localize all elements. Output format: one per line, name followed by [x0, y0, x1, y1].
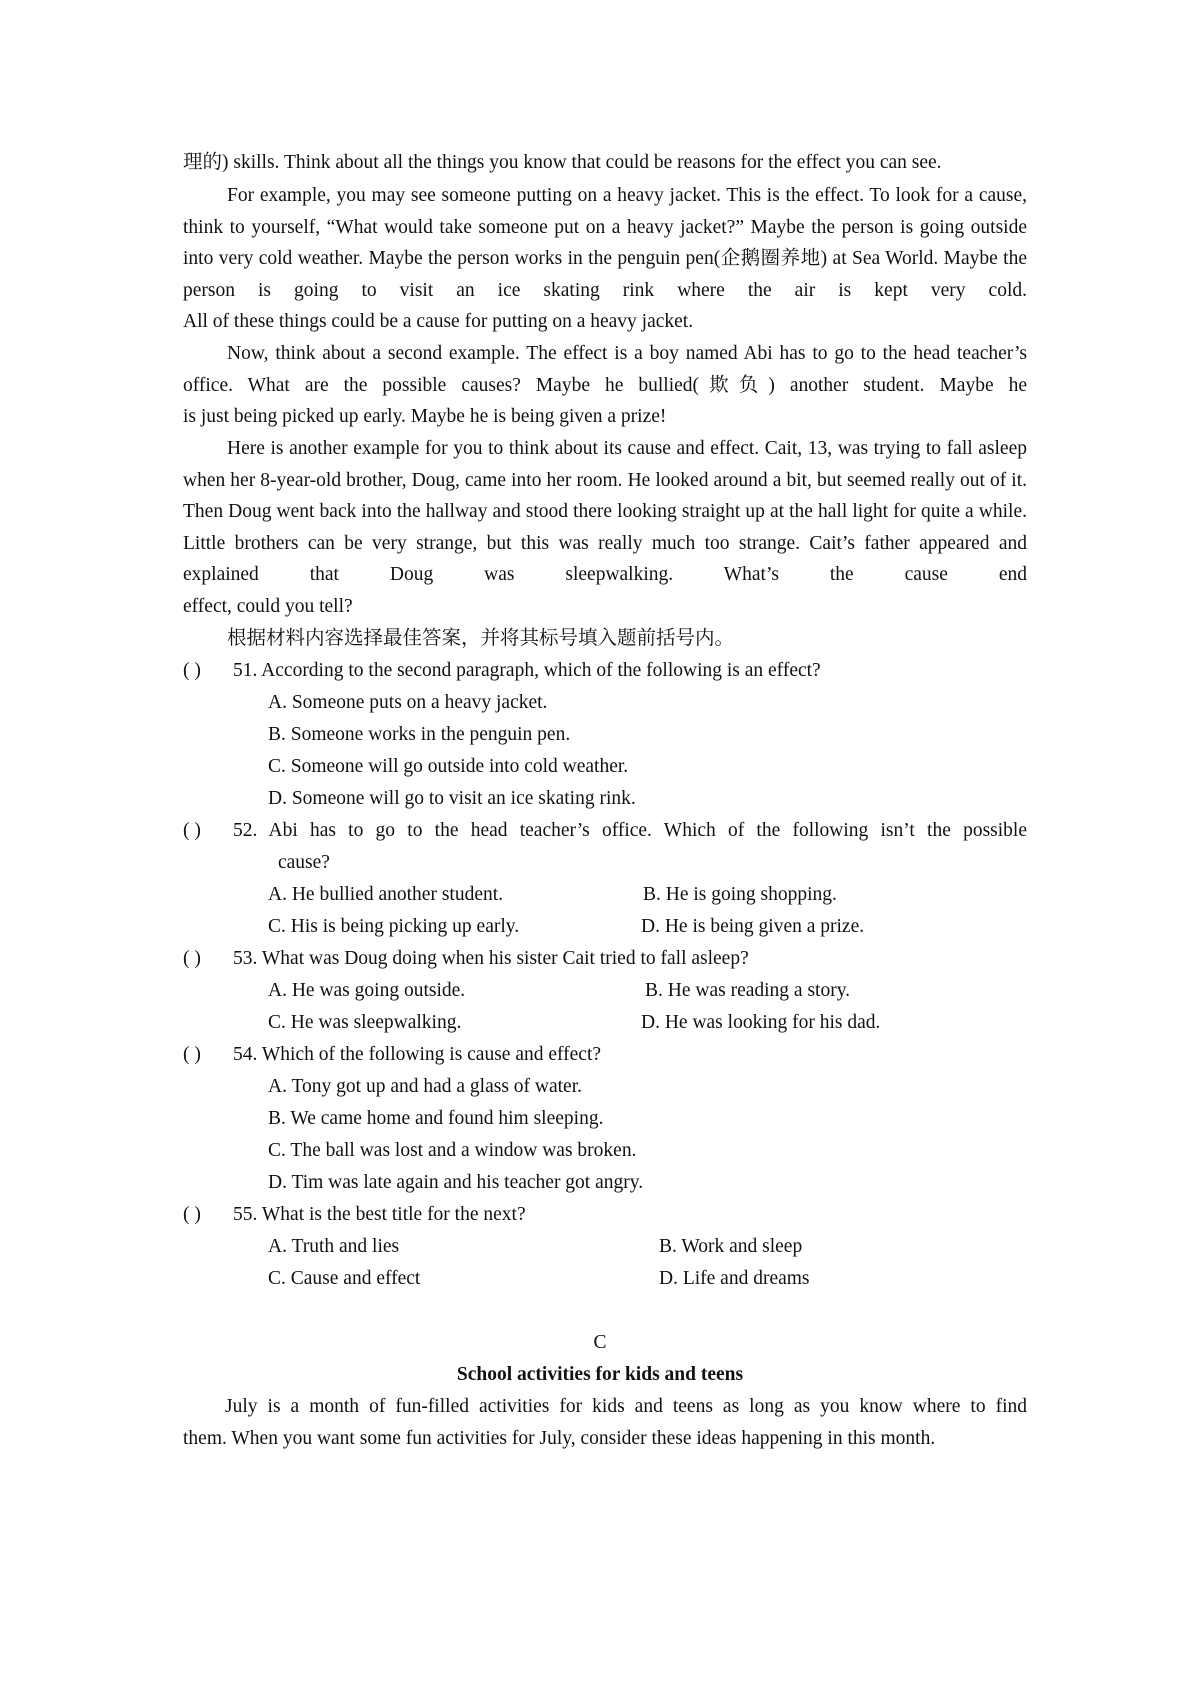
question-stem-continued: cause? [278, 852, 330, 873]
p1-line: For example, you may see someone putting on a heavy jacket. This is the effect. To look for [227, 185, 959, 206]
passage-b-line-top: 理的) skills. Think about all the things you know that could be reasons for the effect you can see. [183, 152, 942, 173]
option-d: D. Life and dreams [659, 1268, 810, 1289]
question-stem: 54. Which of the following is cause and effect? [233, 1044, 602, 1065]
p2-last-line: is just being picked up early. Maybe he is being given a prize! [183, 406, 667, 427]
answer-blank[interactable]: ( ) [183, 1204, 201, 1225]
option-c: C. He was sleepwalking. [268, 1012, 462, 1033]
question-stem: 53. What was Doug doing when his sister Cait tried to fall asleep? [233, 948, 749, 969]
passage-c-paragraph [183, 1391, 1027, 1423]
p1-line: is going outside into very cold weather. Maybe the person works in the penguin pen(企鹅圈养地) [183, 216, 1028, 270]
option-c: C. Cause and effect [268, 1268, 421, 1289]
option-c: C. His is being picking up early. [268, 916, 520, 937]
p3-line: Here is another example for you to think about its cause and effect. Cait, 13, was trying to [227, 438, 942, 459]
question-stem: 55. What is the best title for the next? [233, 1204, 526, 1225]
passage-b-paragraph-1 [183, 180, 1027, 306]
option-a: A. Someone puts on a heavy jacket. [268, 692, 548, 713]
instruction: 根据材料内容选择最佳答案，并将其标号填入题前括号内。 [227, 628, 735, 649]
passage-title: School activities for kids and teens [456, 1364, 744, 1385]
option-b: B. Someone works in the penguin pen. [268, 724, 571, 745]
p1-last-line: All of these things could be a cause for putting on a heavy jacket. [183, 311, 694, 332]
option-d: D. He was looking for his dad. [641, 1012, 881, 1033]
option-a: A. He was going outside. [268, 980, 466, 1001]
option-b: B. We came home and found him sleeping. [268, 1108, 604, 1129]
option-c: C. Someone will go outside into cold weather. [268, 756, 629, 777]
p3-line: fall asleep when her 8-year-old brother, Doug, came into her room. He looked around a bit, but [183, 438, 1027, 491]
option-b: B. He is going shopping. [643, 884, 837, 905]
option-b: B. Work and sleep [659, 1236, 803, 1257]
answer-blank[interactable]: ( ) [183, 660, 201, 681]
p1-line: a cause, think to yourself, “What would take someone put on a heavy jacket?” Maybe the person [183, 185, 1028, 238]
option-a: A. Tony got up and had a glass of water. [268, 1076, 583, 1097]
answer-blank[interactable]: ( ) [183, 1044, 201, 1065]
answer-blank[interactable]: ( ) [183, 820, 201, 841]
answer-blank[interactable]: ( ) [183, 948, 201, 969]
p2-line: Now, think about a second example. The effect is a boy named Abi has to go to the head [227, 343, 951, 364]
option-c: C. The ball was lost and a window was broken. [268, 1140, 637, 1161]
p3-line: strange. Cait’s father appeared and explained that Doug was sleepwalking. What’s the cause end [183, 532, 1028, 586]
p3-line: seemed really out of it. Then Doug went back into the hallway and stood there looking straight up [183, 469, 1028, 523]
question-52 [0, 815, 1030, 847]
question-stem: 52. Abi has to go to the head teacher’s office. Which of the following isn’t the possible [233, 820, 1027, 841]
section-label: C [593, 1332, 607, 1353]
option-d: D. Tim was late again and his teacher got angry. [268, 1172, 644, 1193]
p1-line: at Sea World. Maybe the person is going to visit an ice skating rink where the air is kept very cold. [183, 248, 1027, 301]
option-a: A. He bullied another student. [268, 884, 504, 905]
p2-line: teacher’s office. What are the possible causes? Maybe he bullied(欺负) another student. Maybe he [183, 343, 1028, 396]
option-d: D. Someone will go to visit an ice skating rink. [268, 788, 636, 809]
option-a: A. Truth and lies [268, 1236, 400, 1257]
p3-last-line: effect, could you tell? [183, 596, 353, 617]
question-stem: 51. According to the second paragraph, which of the following is an effect? [233, 660, 821, 681]
passage-b-paragraph-3 [183, 433, 1027, 591]
passage-b-paragraph-2 [183, 338, 1027, 401]
option-d: D. He is being given a prize. [641, 916, 865, 937]
c-last-line: them. When you want some fun activities for July, consider these ideas happening in this month. [183, 1428, 936, 1449]
c-line: July is a month of fun-filled activities for kids and teens as long as you know where to find [225, 1396, 1027, 1417]
p3-line: at the hall light for quite a while. Little brothers can be very strange, but this was really much too [183, 501, 1027, 554]
option-b: B. He was reading a story. [645, 980, 851, 1001]
